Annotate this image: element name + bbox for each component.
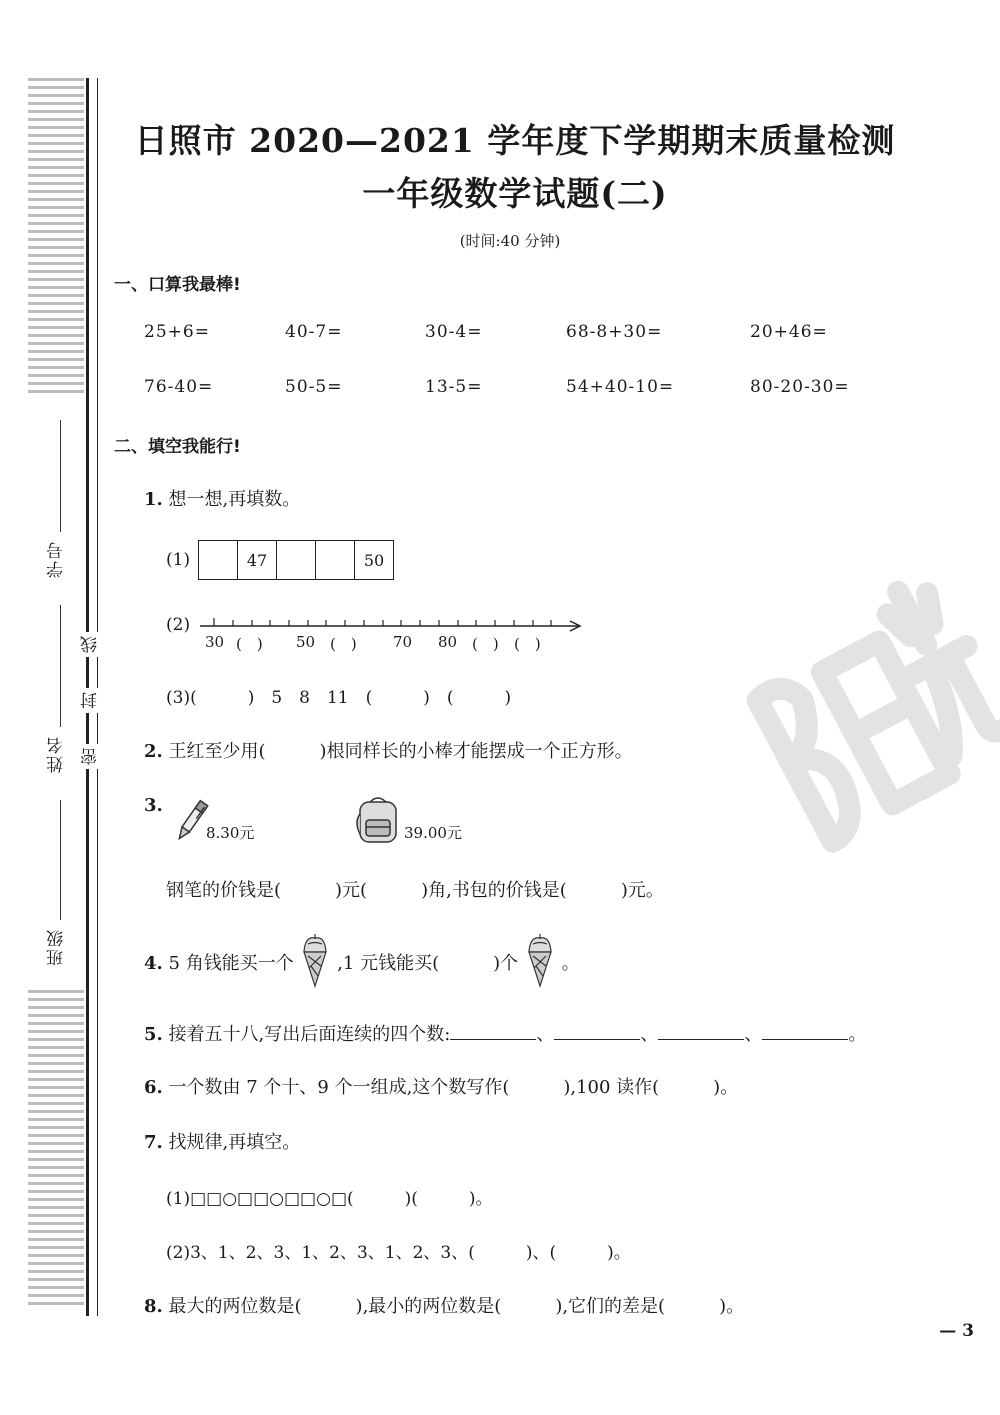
name-blank[interactable] xyxy=(60,605,61,727)
question-number: 8. xyxy=(144,1296,163,1317)
exam-title-line1: 日照市 2020—2021 学年度下学期期末质量检测 xyxy=(134,121,896,160)
bag-price: 39.00元 xyxy=(404,824,462,842)
question-text: 想一想,再填数。 xyxy=(168,489,301,510)
number-box[interactable] xyxy=(277,541,316,579)
page-number: — 3 xyxy=(939,1321,974,1341)
number-box-row xyxy=(198,540,394,580)
separator: 、 xyxy=(536,1024,555,1045)
tick-label: 50 xyxy=(296,633,316,651)
student-id-blank[interactable] xyxy=(60,420,61,532)
question-number: 3. xyxy=(144,795,163,816)
calc-1-3: 30-4= xyxy=(425,322,483,342)
exam-title-line2: 一年级数学试题(二) xyxy=(362,174,668,213)
q1-part1-label: (1) xyxy=(166,550,191,570)
calc-2-4: 54+40-10= xyxy=(566,377,675,397)
question-4 xyxy=(144,949,580,975)
tick-label: 70 xyxy=(393,633,413,651)
question-text: 5 角钱能买一个 xyxy=(168,953,294,974)
question-number: 7. xyxy=(144,1132,163,1153)
seal-char-secret: 密 xyxy=(78,744,103,769)
question-3 xyxy=(144,795,163,816)
answer-blank[interactable] xyxy=(554,1023,640,1040)
class-blank[interactable] xyxy=(60,800,61,920)
q1-part2-label: (2) xyxy=(166,615,191,635)
name-label: 姓名 xyxy=(47,735,67,773)
ice-cream-icon xyxy=(524,932,556,988)
question-number: 6. xyxy=(144,1077,163,1098)
tick-label: 30 xyxy=(205,633,225,651)
seal-char-seal: 封 xyxy=(78,688,103,713)
end-mark: 。 xyxy=(848,1024,867,1045)
question-text: 接着五十八,写出后面连续的四个数: xyxy=(168,1024,451,1045)
number-box: 47 xyxy=(238,541,277,579)
tick-blank[interactable]: ( ) xyxy=(330,635,357,653)
tick-blank[interactable]: ( ) xyxy=(236,635,263,653)
calc-2-2: 50-5= xyxy=(285,377,343,397)
separator: 、 xyxy=(744,1024,763,1045)
student-id-label: 学号 xyxy=(47,540,67,578)
question-text: 王红至少用( )根同样长的小棒才能摆成一个正方形。 xyxy=(168,741,633,762)
tick-blank[interactable]: ( ) xyxy=(472,635,499,653)
section2-heading: 二、填空我能行! xyxy=(114,437,241,457)
watermark-logo xyxy=(740,560,1000,880)
seal-char-line: 线 xyxy=(78,632,103,657)
question-number: 4. xyxy=(144,953,163,974)
question-8 xyxy=(144,1292,744,1318)
calc-1-5: 20+46= xyxy=(750,322,828,342)
answer-blank[interactable] xyxy=(762,1023,848,1040)
class-label: 班级 xyxy=(47,928,67,966)
q7-part1: (1)□□○□□○□□○□( )( )。 xyxy=(166,1189,493,1209)
question-text: 一个数由 7 个十、9 个一组成,这个数写作( ),100 读作( )。 xyxy=(168,1077,739,1098)
question-1 xyxy=(144,485,300,511)
question-number: 1. xyxy=(144,489,163,510)
calc-1-1: 25+6= xyxy=(144,322,210,342)
tick-blank[interactable]: ( ) xyxy=(514,635,541,653)
backpack-icon xyxy=(352,794,404,846)
margin-stripes-bottom xyxy=(28,990,84,1310)
question-number: 5. xyxy=(144,1024,163,1045)
section1-heading: 一、口算我最棒! xyxy=(114,275,241,295)
question-text: 找规律,再填空。 xyxy=(168,1132,301,1153)
calc-2-3: 13-5= xyxy=(425,377,483,397)
calc-2-5: 80-20-30= xyxy=(750,377,850,397)
tick-label: 80 xyxy=(438,633,458,651)
number-box: 50 xyxy=(363,550,385,570)
pen-price: 8.30元 xyxy=(206,824,255,842)
ice-cream-icon xyxy=(299,932,331,988)
q7-part2: (2)3、1、2、3、1、2、3、1、2、3、( )、( )。 xyxy=(166,1243,631,1263)
question-7 xyxy=(144,1128,300,1154)
number-box[interactable] xyxy=(316,541,355,579)
question-text: 最大的两位数是( ),最小的两位数是( ),它们的差是( )。 xyxy=(168,1296,745,1317)
q1-part3: (3)( ) 5 8 11 ( ) ( ) xyxy=(166,688,512,708)
question-2 xyxy=(144,737,633,763)
answer-blank[interactable] xyxy=(658,1023,744,1040)
question-number: 2. xyxy=(144,741,163,762)
question-5 xyxy=(144,1020,866,1046)
q3-text: 钢笔的价钱是( )元( )角,书包的价钱是( )元。 xyxy=(166,880,664,901)
question-6 xyxy=(144,1073,738,1099)
separator: 、 xyxy=(640,1024,659,1045)
calc-1-2: 40-7= xyxy=(285,322,343,342)
time-note: (时间:40 分钟) xyxy=(459,232,561,250)
calc-1-4: 68-8+30= xyxy=(566,322,663,342)
number-box[interactable] xyxy=(199,541,238,579)
question-text: 。 xyxy=(561,953,580,974)
answer-blank[interactable] xyxy=(450,1023,536,1040)
question-text: ,1 元钱能买( )个 xyxy=(337,953,519,974)
calc-2-1: 76-40= xyxy=(144,377,214,397)
